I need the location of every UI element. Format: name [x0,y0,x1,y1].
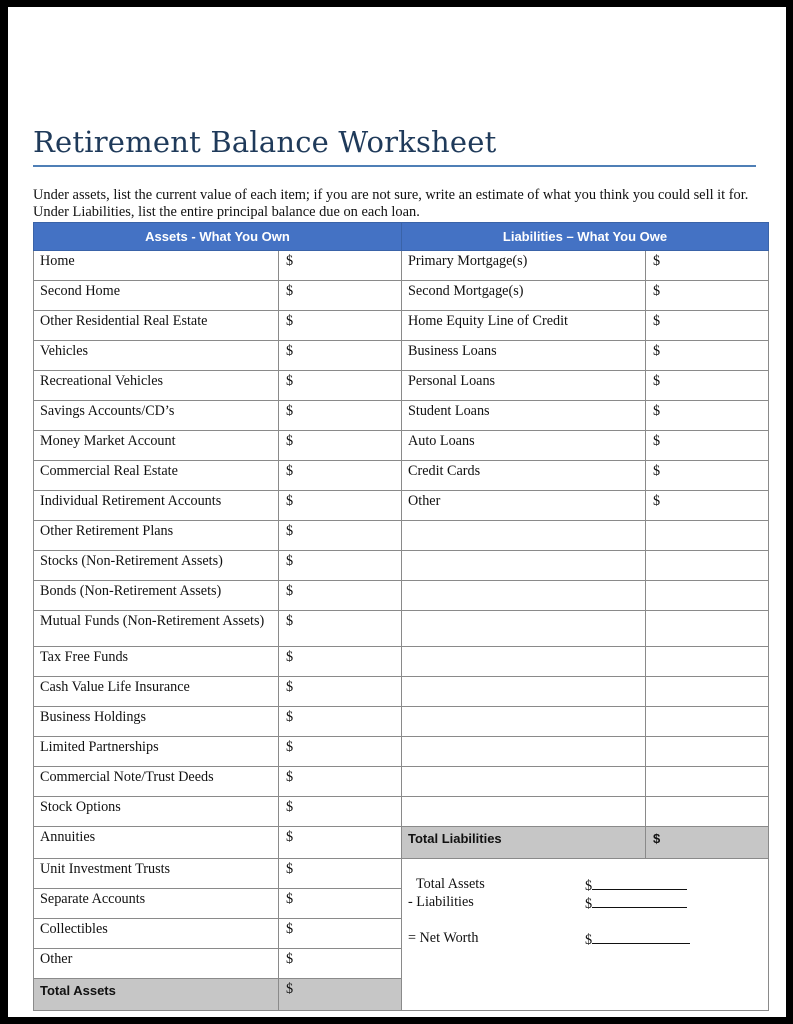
total-assets-value[interactable]: $ [279,979,402,1011]
empty-liability-value [646,737,769,767]
table-row [34,521,769,551]
worksheet-page [8,7,786,1017]
empty-liability-label [402,737,646,767]
asset-label: Vehicles [34,341,279,371]
liability-value-field[interactable]: $ [646,251,769,281]
asset-label: Second Home [34,281,279,311]
empty-liability-label [402,647,646,677]
asset-label: Other Residential Real Estate [34,311,279,341]
asset-label: Individual Retirement Accounts [34,491,279,521]
summary-total-assets-field[interactable] [585,876,687,895]
currency-symbol: $ [585,932,593,948]
currency-symbol: $ [585,896,593,912]
asset-label: Home [34,251,279,281]
empty-liability-label [402,707,646,737]
table-row [34,251,769,281]
liability-value-field[interactable]: $ [646,491,769,521]
table-row [34,401,769,431]
asset-value-field[interactable]: $ [279,551,402,581]
asset-value-field[interactable]: $ [279,919,402,949]
liabilities-header: Liabilities – What You Owe [402,223,769,251]
liability-label: Credit Cards [402,461,646,491]
liability-value-field[interactable]: $ [646,281,769,311]
total-assets-label: Total Assets [34,979,279,1011]
empty-liability-value [646,677,769,707]
table-row [34,707,769,737]
liability-value-field[interactable]: $ [646,371,769,401]
liability-value-field[interactable]: $ [646,341,769,371]
liability-label: Business Loans [402,341,646,371]
empty-liability-value [646,551,769,581]
total-liabilities-value[interactable]: $ [646,827,769,859]
table-row [34,431,769,461]
asset-value-field[interactable]: $ [279,889,402,919]
asset-label: Annuities [34,827,279,859]
net-worth-summary [402,859,769,1011]
asset-value-field[interactable]: $ [279,677,402,707]
asset-value-field[interactable]: $ [279,401,402,431]
instructions: Under assets, list the current value of each item; if you are not sure, write an estimate of what you think you could sell it for. Under Liabilities, list the entire principal balance due on each loan. [33,187,749,220]
table-row [34,461,769,491]
asset-label: Other Retirement Plans [34,521,279,551]
asset-value-field[interactable]: $ [279,461,402,491]
table-row [34,371,769,401]
balance-table [33,222,769,1011]
asset-label: Other [34,949,279,979]
asset-label: Cash Value Life Insurance [34,677,279,707]
asset-value-field[interactable]: $ [279,949,402,979]
empty-liability-label [402,611,646,647]
empty-liability-label [402,767,646,797]
table-row [34,311,769,341]
currency-symbol: $ [585,878,593,894]
table-row [34,677,769,707]
asset-value-field[interactable]: $ [279,431,402,461]
table-row [34,647,769,677]
summary-liabilities-field[interactable] [585,894,687,913]
empty-liability-label [402,797,646,827]
table-row [34,797,769,827]
table-row [34,581,769,611]
liability-label: Primary Mortgage(s) [402,251,646,281]
table-row [34,737,769,767]
liability-label: Other [402,491,646,521]
liability-label: Student Loans [402,401,646,431]
liability-label: Auto Loans [402,431,646,461]
asset-value-field[interactable]: $ [279,647,402,677]
asset-label: Stocks (Non-Retirement Assets) [34,551,279,581]
liability-label: Personal Loans [402,371,646,401]
empty-liability-value [646,797,769,827]
summary-net-worth-field[interactable] [585,930,690,949]
asset-value-field[interactable]: $ [279,767,402,797]
asset-label: Business Holdings [34,707,279,737]
table-row [34,281,769,311]
total-liabilities-label: Total Liabilities [402,827,646,859]
empty-liability-value [646,767,769,797]
liability-value-field[interactable]: $ [646,401,769,431]
asset-value-field[interactable]: $ [279,827,402,859]
asset-value-field[interactable]: $ [279,311,402,341]
table-row [34,341,769,371]
table-row [34,767,769,797]
asset-label: Bonds (Non-Retirement Assets) [34,581,279,611]
summary-liabilities-label: - Liabilities [408,894,474,910]
asset-value-field[interactable]: $ [279,521,402,551]
asset-label: Commercial Note/Trust Deeds [34,767,279,797]
asset-value-field[interactable]: $ [279,611,402,647]
table-row [34,859,769,889]
asset-label: Separate Accounts [34,889,279,919]
asset-label: Recreational Vehicles [34,371,279,401]
empty-liability-label [402,551,646,581]
table-row [34,611,769,647]
asset-label: Collectibles [34,919,279,949]
asset-label: Money Market Account [34,431,279,461]
asset-value-field[interactable]: $ [279,737,402,767]
empty-liability-label [402,521,646,551]
liability-value-field[interactable]: $ [646,311,769,341]
liability-label: Home Equity Line of Credit [402,311,646,341]
empty-liability-value [646,521,769,551]
liability-value-field[interactable]: $ [646,461,769,491]
asset-value-field[interactable]: $ [279,341,402,371]
empty-liability-value [646,611,769,647]
title-divider [33,165,756,167]
empty-liability-value [646,581,769,611]
table-row [34,827,769,859]
liability-label: Second Mortgage(s) [402,281,646,311]
asset-value-field[interactable]: $ [279,581,402,611]
table-row [34,551,769,581]
asset-label: Unit Investment Trusts [34,859,279,889]
asset-value-field[interactable]: $ [279,281,402,311]
summary-net-worth-label: = Net Worth [408,930,479,946]
asset-label: Tax Free Funds [34,647,279,677]
asset-value-field[interactable]: $ [279,491,402,521]
asset-label: Commercial Real Estate [34,461,279,491]
asset-label: Stock Options [34,797,279,827]
empty-liability-label [402,677,646,707]
asset-label: Savings Accounts/CD’s [34,401,279,431]
summary-total-assets-label: Total Assets [416,876,485,892]
liability-value-field[interactable]: $ [646,431,769,461]
empty-liability-value [646,707,769,737]
table-row [34,491,769,521]
empty-liability-value [646,647,769,677]
empty-liability-label [402,581,646,611]
asset-value-field[interactable]: $ [279,859,402,889]
asset-label: Limited Partnerships [34,737,279,767]
asset-value-field[interactable]: $ [279,707,402,737]
asset-label: Mutual Funds (Non-Retirement Assets) [34,611,279,647]
asset-value-field[interactable]: $ [279,251,402,281]
asset-value-field[interactable]: $ [279,797,402,827]
assets-header: Assets - What You Own [34,223,402,251]
page-title: Retirement Balance Worksheet [33,125,497,159]
asset-value-field[interactable]: $ [279,371,402,401]
